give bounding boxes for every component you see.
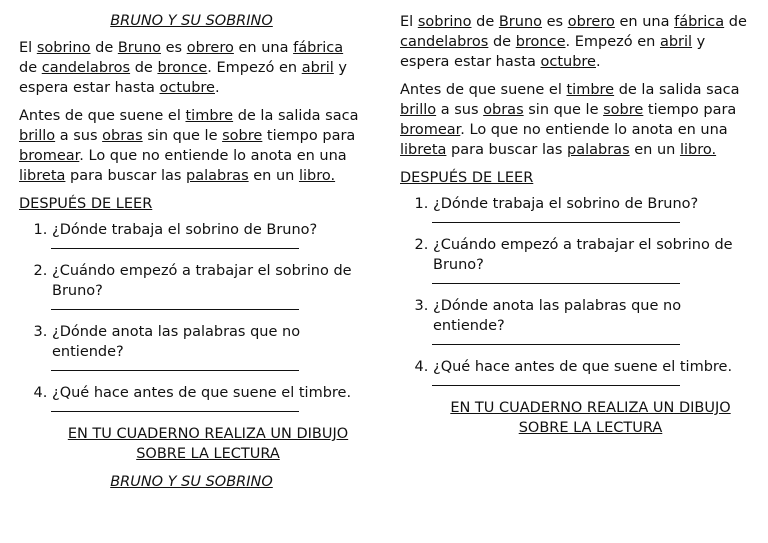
answer-line[interactable] bbox=[432, 377, 680, 386]
answer-line[interactable] bbox=[51, 240, 299, 249]
question-item bbox=[433, 357, 748, 386]
vocabulary-word: libreta bbox=[19, 168, 66, 184]
vocabulary-word: sobre bbox=[222, 128, 263, 144]
vocabulary-word: libro. bbox=[298, 168, 336, 184]
question-list bbox=[19, 220, 364, 412]
vocabulary-word: obrero bbox=[186, 40, 234, 56]
vocabulary-word: palabras bbox=[567, 142, 630, 158]
paragraph-2: Antes de que suene el timbre de la salida saca brillo a sus obras sin que le sobre tiempo para bromear. Lo que no entiende lo anota en una libreta para buscar las palabras en un libro. bbox=[19, 108, 359, 184]
question-text: ¿Dónde anota las palabras que no entiende? bbox=[433, 298, 682, 334]
vocabulary-word: obras bbox=[483, 102, 524, 118]
question-text: ¿Cuándo empezó a trabajar el sobrino de Bruno? bbox=[433, 237, 733, 273]
vocabulary-word: Bruno bbox=[498, 14, 543, 30]
vocabulary-word: sobre bbox=[603, 102, 644, 118]
question-text: ¿Qué hace antes de que suene el timbre. bbox=[433, 359, 733, 375]
vocabulary-word: candelabros bbox=[400, 34, 489, 50]
vocabulary-word: Bruno bbox=[117, 40, 162, 56]
vocabulary-word: octubre bbox=[159, 80, 215, 96]
vocabulary-word: octubre bbox=[540, 54, 596, 70]
drawing-task: EN TU CUADERNO REALIZA UN DIBUJO SOBRE LA LECTURA bbox=[450, 400, 731, 436]
vocabulary-word: obrero bbox=[567, 14, 615, 30]
question-item bbox=[52, 261, 364, 310]
after-reading-heading: DESPUÉS DE LEER bbox=[19, 196, 153, 212]
vocabulary-word: palabras bbox=[186, 168, 249, 184]
question-text: ¿Dónde trabaja el sobrino de Bruno? bbox=[52, 222, 318, 238]
question-item bbox=[433, 194, 748, 223]
vocabulary-word: abril bbox=[301, 60, 334, 76]
question-list bbox=[400, 194, 748, 386]
vocabulary-word: sobrino bbox=[36, 40, 91, 56]
vocabulary-word: fábrica bbox=[674, 14, 725, 30]
question-item bbox=[433, 235, 748, 284]
answer-line[interactable] bbox=[51, 301, 299, 310]
question-item bbox=[52, 322, 364, 371]
vocabulary-word: libro. bbox=[679, 142, 717, 158]
drawing-task: EN TU CUADERNO REALIZA UN DIBUJO SOBRE LA LECTURA bbox=[67, 426, 349, 462]
after-reading-heading: DESPUÉS DE LEER bbox=[400, 170, 534, 186]
answer-line[interactable] bbox=[51, 362, 299, 371]
worksheet-title: BRUNO Y SU SOBRINO bbox=[110, 13, 273, 29]
vocabulary-word: libreta bbox=[400, 142, 447, 158]
vocabulary-word: obras bbox=[102, 128, 143, 144]
answer-line[interactable] bbox=[432, 214, 680, 223]
paragraph-2: Antes de que suene el timbre de la salida saca brillo a sus obras sin que le sobre tiempo para bromear. Lo que no entiende lo anota en una libreta para buscar las palabras en un libro. bbox=[400, 82, 740, 158]
question-item bbox=[52, 220, 364, 249]
vocabulary-word: fábrica bbox=[293, 40, 344, 56]
answer-line[interactable] bbox=[51, 403, 299, 412]
vocabulary-word: brillo bbox=[19, 128, 56, 144]
paragraph-1: El sobrino de Bruno es obrero en una fábrica de candelabros de bronce. Empezó en abril y espera estar hasta octubre. bbox=[400, 14, 747, 70]
question-item bbox=[433, 296, 748, 345]
vocabulary-word: abril bbox=[659, 34, 693, 50]
question-text: ¿Cuándo empezó a trabajar el sobrino de Bruno? bbox=[52, 263, 352, 299]
footer-title: BRUNO Y SU SOBRINO bbox=[110, 474, 273, 490]
paragraph-1: El sobrino de Bruno es obrero en una fábrica de candelabros de bronce. Empezó en abril y espera estar hasta octubre. bbox=[19, 40, 348, 96]
answer-line[interactable] bbox=[432, 336, 680, 345]
vocabulary-word: bromear bbox=[19, 148, 80, 164]
question-text: ¿Qué hace antes de que suene el timbre. bbox=[52, 385, 352, 401]
vocabulary-word: candelabros bbox=[41, 60, 131, 76]
question-text: ¿Dónde trabaja el sobrino de Bruno? bbox=[433, 196, 699, 212]
vocabulary-word: bronce bbox=[515, 34, 566, 50]
vocabulary-word: bromear bbox=[400, 122, 461, 138]
vocabulary-word: bronce bbox=[157, 60, 208, 76]
answer-line[interactable] bbox=[432, 275, 680, 284]
question-item bbox=[52, 383, 364, 412]
worksheet-left bbox=[19, 0, 364, 499]
vocabulary-word: timbre bbox=[566, 82, 615, 98]
worksheet-right bbox=[400, 0, 748, 446]
vocabulary-word: timbre bbox=[185, 108, 234, 124]
vocabulary-word: brillo bbox=[400, 102, 437, 118]
question-text: ¿Dónde anota las palabras que no entiende? bbox=[52, 324, 301, 360]
vocabulary-word: sobrino bbox=[417, 14, 472, 30]
